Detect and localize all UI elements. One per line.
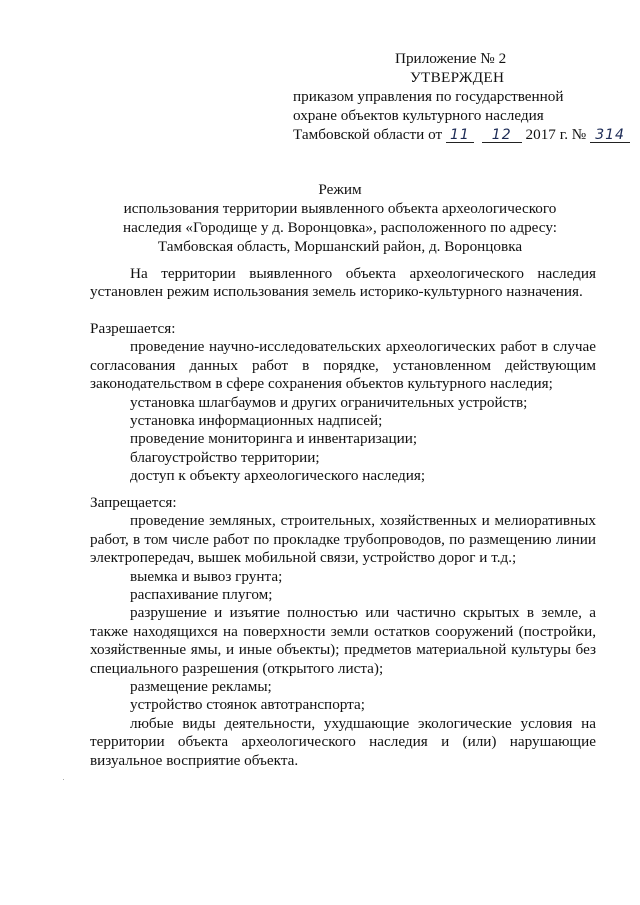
allowed-item: проведение научно-исследовательских археологических работ в случае согласования данных работ в порядке, установленном действующим законодательством в сфере сохранения объектов культурного наследия; <box>90 338 596 393</box>
title-line-1: Режим <box>318 181 362 198</box>
order-line-1: приказом управления по государственной <box>293 88 564 105</box>
order-line-2: охране объектов культурного наследия <box>293 107 544 124</box>
handwritten-day: 11 <box>446 126 474 144</box>
forbidden-item: устройство стоянок автотранспорта; <box>130 696 365 714</box>
forbidden-item: выемка и вывоз грунта; <box>130 567 283 585</box>
allowed-item: установка шлагбаумов и других ограничительных устройств; <box>130 393 528 411</box>
allowed-item: установка информационных надписей; <box>130 412 383 430</box>
appendix-label: Приложение № 2 <box>395 50 507 67</box>
order-line-3-prefix: Тамбовской области от <box>293 126 443 143</box>
title-line-3: наследия «Городище у д. Воронцовка», расположенного по адресу: <box>123 219 557 236</box>
title-line-4: Тамбовская область, Моршанский район, д. Воронцовка <box>157 238 523 255</box>
order-line-3 <box>293 126 630 144</box>
forbidden-item: проведение земляных, строительных, хозяйственных и мелиоративных работ, в том числе работ по прокладке трубопроводов, по размещению линии электропередач, вышек мобильной связи, устройство дорог и т.д.; <box>90 512 596 567</box>
forbidden-item: любые виды деятельности, ухудшающие экологические условия на территории объекта археологического наследия и (или) нарушающие визуальное восприятие объекта. <box>90 714 596 769</box>
handwritten-order-number: 314 <box>590 126 630 144</box>
scan-speck <box>63 779 64 780</box>
forbidden-heading: Запрещается: <box>90 494 177 511</box>
allowed-item: доступ к объекту археологического наследия; <box>130 467 426 485</box>
order-year-text: 2017 г. № <box>525 126 587 143</box>
allowed-item: проведение мониторинга и инвентаризации; <box>130 430 418 448</box>
forbidden-item: разрушение и изъятие полностью или частично скрытых в земле, а также находящихся на поверхности земли остатков сооружений (постройки, хозяйственные ямы, и иные объекты); предметов материальной культуры без специального разрешения (открытого листа); <box>90 604 596 677</box>
forbidden-section <box>90 494 596 770</box>
approved-stamp-text: УТВЕРЖДЕН <box>410 69 505 86</box>
intro-paragraph: На территории выявленного объекта археологического наследия установлен режим использования земель историко-культурного назначения. <box>90 265 596 301</box>
intro-section <box>90 265 596 302</box>
title-line-2: использования территории выявленного объекта археологического <box>123 200 557 217</box>
forbidden-item: распахивание плугом; <box>130 586 273 604</box>
allowed-section <box>90 320 596 486</box>
allowed-item: благоустройство территории; <box>130 448 320 466</box>
forbidden-item: размещение рекламы; <box>130 678 272 696</box>
handwritten-month: 12 <box>482 126 522 144</box>
allowed-heading: Разрешается: <box>90 320 176 337</box>
document-title <box>100 180 580 256</box>
